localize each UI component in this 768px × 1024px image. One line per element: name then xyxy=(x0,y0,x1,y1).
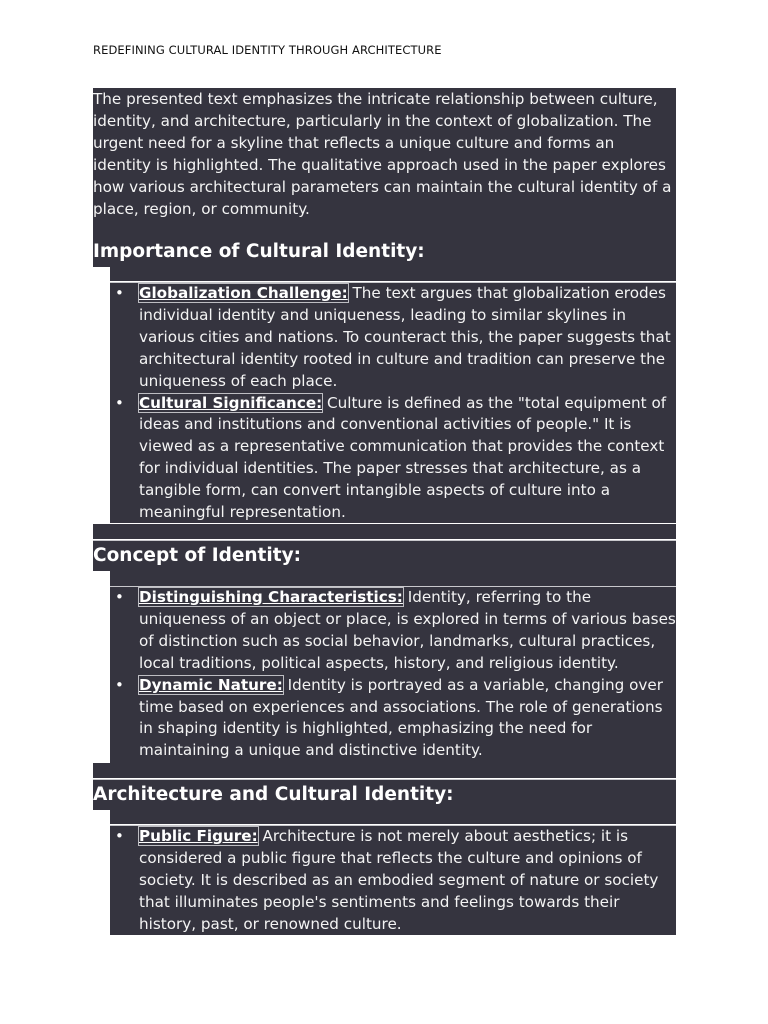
list-item xyxy=(110,675,676,763)
item-text: The text argues that globalization erodes individual identity and uniqueness, leading to similar skylines in various cities and nations. To counteract this, the paper suggests that architectural identity rooted in culture and tradition can preserve the uniqueness of each place. xyxy=(139,284,671,390)
bullet-list xyxy=(110,826,676,936)
bullet-list xyxy=(110,283,676,524)
highlight-strip xyxy=(93,524,676,539)
section-list-concept-identity xyxy=(110,586,676,763)
section-heading-cultural-identity: Importance of Cultural Identity: xyxy=(93,237,676,267)
item-term: Dynamic Nature: xyxy=(139,675,283,694)
item-text: Identity, referring to the uniqueness of an object or place, is explored in terms of various bases of distinction such as social behavior, landmarks, cultural practices, local traditions, political aspects, history, and religious identity. xyxy=(139,588,676,672)
bullet-icon: • xyxy=(115,393,124,412)
item-term: Public Figure: xyxy=(139,827,258,845)
list-item xyxy=(110,393,676,524)
section-list-architecture-identity xyxy=(110,825,676,935)
bullet-icon: • xyxy=(115,284,124,302)
item-text: Architecture is not merely about aesthetics; it is considered a public figure that reflects the culture and opinions of society. It is described as an embodied segment of nature or society that illuminates people's sentiments and feelings towards their history, past, or renowned culture. xyxy=(139,827,659,933)
bullet-list xyxy=(110,587,676,762)
list-item xyxy=(110,826,676,936)
bullet-icon: • xyxy=(115,588,124,606)
running-title: REDEFINING CULTURAL IDENTITY THROUGH ARCHITECTURE xyxy=(93,43,442,57)
highlight-strip xyxy=(110,809,676,824)
section-list-cultural-identity xyxy=(110,282,676,523)
item-term: Globalization Challenge: xyxy=(139,284,348,302)
section-heading-architecture-identity: Architecture and Cultural Identity: xyxy=(93,780,676,810)
bullet-icon: • xyxy=(115,675,124,694)
list-item xyxy=(110,587,676,675)
intro-text: The presented text emphasizes the intricate relationship between culture, identity, and architecture, particularly in the context of globalization. The urgent need for a skyline that reflects a unique culture and forms an identity is highlighted. The qualitative approach used in the paper explores how various architectural parameters can maintain the cultural identity of a place, region, or community. xyxy=(93,90,672,218)
highlight-strip xyxy=(93,763,676,778)
highlight-strip xyxy=(110,571,676,586)
item-term: Cultural Significance: xyxy=(139,393,323,412)
section-heading-concept-identity: Concept of Identity: xyxy=(93,541,676,571)
highlight-strip xyxy=(110,266,676,281)
list-item xyxy=(110,283,676,393)
item-text: Culture is defined as the "total equipment of ideas and institutions and conventional activities of people." It is viewed as a representative communication that provides the context for individual identities. The paper stresses that architecture, as a tangible form, can convert intangible aspects of culture into a meaningful representation. xyxy=(139,393,667,522)
item-text: Identity is portrayed as a variable, changing over time based on experiences and associations. The role of generations in shaping identity is highlighted, emphasizing the need for maintaining a unique and distinctive identity. xyxy=(139,675,663,760)
item-term: Distinguishing Characteristics: xyxy=(139,588,403,606)
bullet-icon: • xyxy=(115,827,124,845)
